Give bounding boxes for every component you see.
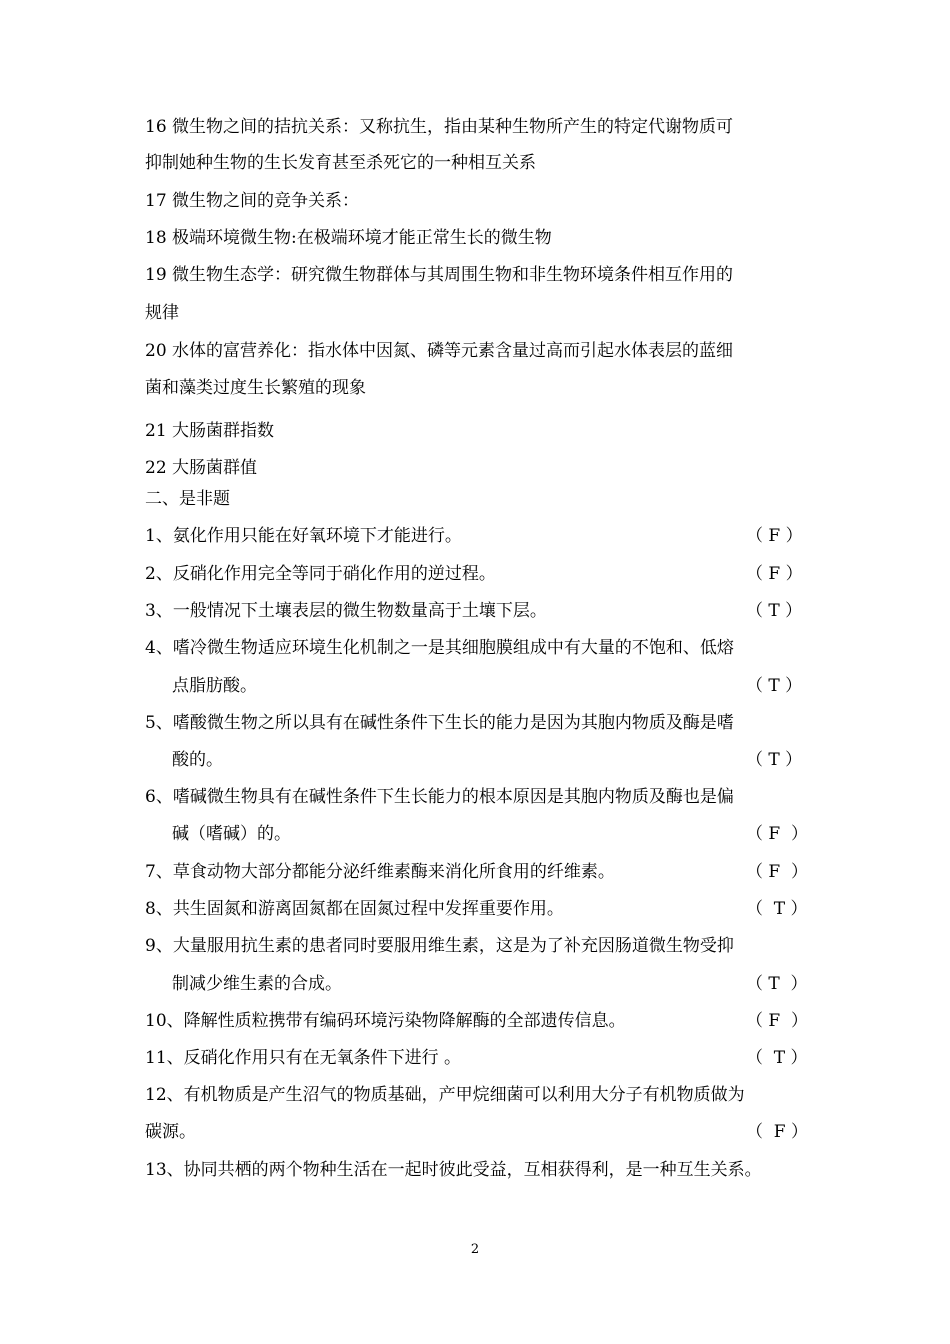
question-4-line-1: 4、嗜冷微生物适应环境生化机制之一是其细胞膜组成中有大量的不饱和、低熔 — [145, 638, 734, 658]
question-12-line-1: 12、有机物质是产生沼气的物质基础，产甲烷细菌可以利用大分子有机物质做为 — [145, 1085, 745, 1105]
question-12-line-2: 碳源。 — [145, 1122, 196, 1142]
definition-19-line-2: 规律 — [145, 303, 179, 323]
question-3: 3、一般情况下土壤表层的微生物数量高于土壤下层。 — [145, 601, 547, 621]
answer-1: （ F ） — [746, 526, 803, 546]
question-10: 10、降解性质粒携带有编码环境污染物降解酶的全部遗传信息。 — [145, 1011, 626, 1031]
question-9-line-2: 制减少维生素的合成。 — [172, 974, 342, 994]
answer-4: （ T ） — [746, 676, 803, 696]
question-8: 8、共生固氮和游离固氮都在固氮过程中发挥重要作用。 — [145, 899, 564, 919]
answer-3: （ T ） — [746, 601, 803, 621]
answer-10: （ F ） — [746, 1011, 809, 1031]
question-6-line-2: 碱（嗜碱）的。 — [172, 824, 291, 844]
definition-16-line-1: 16 微生物之间的拮抗关系：又称抗生，指由某种生物所产生的特定代谢物质可 — [145, 117, 734, 137]
definition-17: 17 微生物之间的竞争关系： — [145, 191, 360, 211]
question-9-line-1: 9、大量服用抗生素的患者同时要服用维生素，这是为了补充因肠道微生物受抑 — [145, 936, 734, 956]
answer-2: （ F ） — [746, 564, 803, 584]
question-5-line-1: 5、嗜酸微生物之所以具有在碱性条件下生长的能力是因为其胞内物质及酶是嗜 — [145, 713, 734, 733]
definition-19-line-1: 19 微生物生态学：研究微生物群体与其周围生物和非生物环境条件相互作用的 — [145, 265, 734, 285]
question-2: 2、反硝化作用完全等同于硝化作用的逆过程。 — [145, 564, 496, 584]
question-7: 7、草食动物大部分都能分泌纤维素酶来消化所食用的纤维素。 — [145, 862, 615, 882]
question-11: 11、反硝化作用只有在无氧条件下进行 。 — [145, 1048, 462, 1068]
definition-22: 22 大肠菌群值 — [145, 458, 258, 478]
answer-12: （ F ） — [746, 1122, 809, 1142]
answer-6: （ F ） — [746, 824, 809, 844]
answer-11: （ T ） — [746, 1048, 808, 1068]
question-6-line-1: 6、嗜碱微生物具有在碱性条件下生长能力的根本原因是其胞内物质及酶也是偏 — [145, 787, 734, 807]
answer-9: （ T ） — [746, 974, 808, 994]
question-13: 13、协同共栖的两个物种生活在一起时彼此受益，互相获得利，是一种互生关系。 — [145, 1160, 762, 1180]
definition-16-line-2: 抑制她种生物的生长发育甚至杀死它的一种相互关系 — [145, 153, 536, 173]
answer-7: （ F ） — [746, 862, 809, 882]
question-1: 1、氨化作用只能在好氧环境下才能进行。 — [145, 526, 462, 546]
page-number: 2 — [470, 1242, 480, 1257]
answer-5: （ T ） — [746, 750, 803, 770]
definition-21: 21 大肠菌群指数 — [145, 421, 275, 441]
definition-18: 18 极端环境微生物:在极端环境才能正常生长的微生物 — [145, 228, 552, 248]
section-title-true-false: 二、是非题 — [145, 489, 230, 509]
question-4-line-2: 点脂肪酸。 — [172, 676, 257, 696]
definition-20-line-1: 20 水体的富营养化：指水体中因氮、磷等元素含量过高而引起水体表层的蓝细 — [145, 341, 734, 361]
answer-8: （ T ） — [746, 899, 808, 919]
definition-20-line-2: 菌和藻类过度生长繁殖的现象 — [145, 378, 366, 398]
question-5-line-2: 酸的。 — [172, 750, 223, 770]
